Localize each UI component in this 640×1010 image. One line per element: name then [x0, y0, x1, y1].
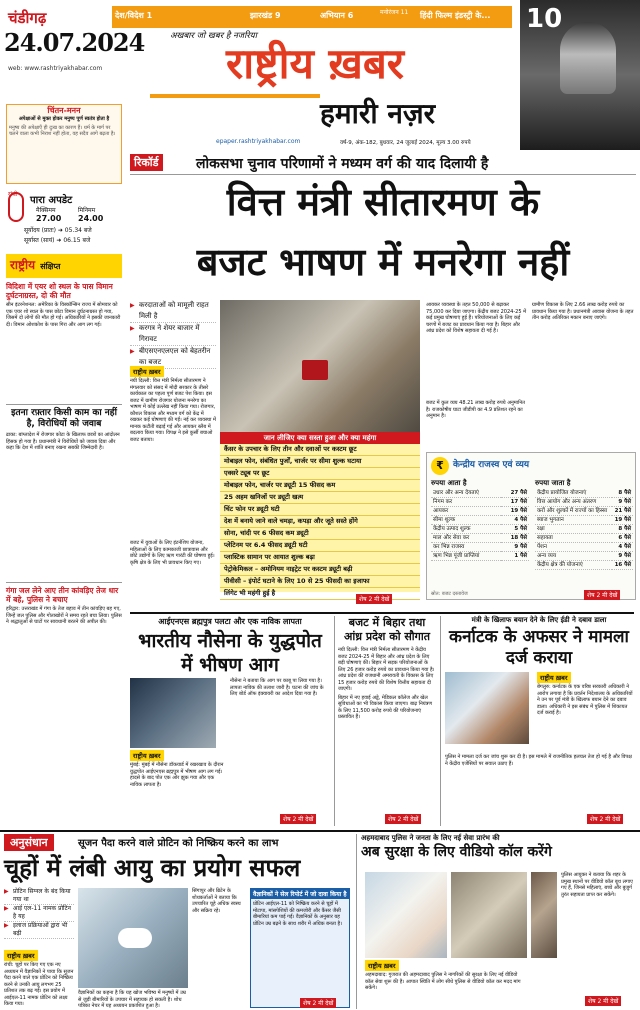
karnataka-text-2: पुलिस ने मामला दर्ज कर जांच शुरू कर दी है। इस मामले में राजनीतिक हलचल तेज हो गई है और विपक्ष ने केंद्रीय एजेंसियों पर सवाल उठाए हैं।	[445, 754, 632, 767]
price-item: लिंगेट भी महंगी हुई है	[220, 588, 420, 600]
income-value: 19 पैसे	[501, 507, 529, 516]
research-bullet-1: ▶ प्रोटिन सिग्नल के बंद किया गया था	[4, 888, 74, 905]
dateline: राष्ट्रीय ख़बर	[130, 366, 164, 377]
expense-value: 19 पैसे	[612, 516, 633, 525]
story-text: नयी दिल्ली: वित्त मंत्री निर्मला सीतारमण ने मंगलवार को संसद में मोदी सरकार के तीसरे कार्यकाल का पहला पूर्ण बजट पेश किया। इस बजट में ग्रामीण रोजगार योजना मनरेगा का भाषण में कोई उल्लेख नहीं किया गया। रोजगार, कौशल विकास और मध्यम वर्ग को केंद्र में रखकर कई घोषणाएं की गईं। नई कर व्यवस्था में मानक कटौती बढ़ाई गई और आयकर स्लैब में बदलाव किया गया। विपक्ष ने इसे कुर्सी बचाओ बजट बताया।	[130, 378, 216, 443]
kicker-line: लोकसभा चुनाव परिणामों ने मध्यम वर्ग की याद दिलायी है	[196, 156, 489, 172]
price-item: मोबाइल फोन, संबंधित पुर्जों, चार्जर पर सीमा शुल्क घटाया	[220, 456, 420, 468]
navy-photo	[130, 678, 216, 748]
portrait-icon	[560, 22, 616, 94]
research-kicker: सूजन पैदा करने वाले प्रोटिन को निष्क्रिय करने का लाभ	[78, 838, 279, 849]
expense-label: केंद्रीय क्षेत्र की योजनाएं	[535, 561, 612, 570]
research-headline: चूहों में लंबी आयु का प्रयोग सफल	[4, 854, 301, 882]
weather-title: पारा अपडेट	[30, 195, 73, 206]
brief-2[interactable]	[6, 408, 122, 578]
income-header: रुपया आता है	[431, 479, 467, 487]
income-label: उधार और अन्य देयताएं	[431, 489, 501, 498]
price-item: एक्सरे ट्यूब पर छूट	[220, 468, 420, 480]
bihar-more-link[interactable]: शेष 2 मी देखें	[385, 814, 421, 824]
bullet-2: ▶ करगत्र ने शेयर बाजार में गिरावट	[130, 323, 216, 346]
income-value: 5 पैसे	[501, 525, 529, 534]
research-bullet-3: ▶ इलाज प्रक्रियाओं द्वारा भी बढ़ी	[4, 922, 74, 939]
income-label: आयकर	[431, 507, 501, 516]
expense-row	[535, 561, 633, 570]
price-item: देश में बनाये जाने वाले चमड़ा, कपड़ा और जूते सस्ते होंगे	[220, 516, 420, 528]
city-name: चंडीगढ़	[8, 9, 47, 27]
brief-3-title: गंगा जल लेने आए तीन कांवड़िए तेज धार में बहे, पुलिस ने बचाए	[6, 586, 119, 604]
expense-value: 16 पैसे	[612, 561, 633, 570]
price-item: प्लेटिनम पर 6.4 फीसद ड्यूटी घटी	[220, 540, 420, 552]
teaser-5[interactable]: हिंदी फिल्म इंडस्ट्री के...	[420, 11, 491, 20]
film-promo-number: 10	[526, 4, 563, 34]
police-text: अहमदाबाद: गुजरात की अहमदाबाद पुलिस ने नागरिकों की सुरक्षा के लिए नई वीडियो कॉल सेवा शुरू की है। आपात स्थिति में लोग सीधे पुलिस से वीडियो कॉल कर मदद मांग सकेंगे।	[365, 972, 521, 991]
price-item: सोना, चांदी पर 6 फीसद कम ड्यूटी	[220, 528, 420, 540]
masthead-title: राष्ट्रीय ख़बर	[226, 39, 404, 88]
income-value: 1 पैसे	[501, 552, 529, 561]
price-item: प्लास्टिक सामान पर आयात शुल्क बढ़ा	[220, 552, 420, 564]
navy-dateline: राष्ट्रीय ख़बर	[130, 750, 164, 761]
karnataka-story	[440, 616, 634, 826]
expense-label: रक्षा	[535, 525, 612, 534]
brief-2-title: इतना रफ़्तार किसी काम का नहीं है, विरोधियों को जवाब	[11, 408, 117, 429]
headline-2: बजट भाषण में मनरेगा नहीं	[196, 240, 570, 284]
research-dateline: राष्ट्रीय ख़बर	[4, 950, 38, 961]
income-value: 4 पैसे	[501, 516, 529, 525]
kicker-divider	[130, 174, 636, 175]
karnataka-text: बेंगलुरु: कर्नाटक के एक वरिष्ठ सरकारी अधिकारी ने आरोप लगाया है कि प्रवर्तन निदेशालय के अधिकारियों ने उन पर पूर्व मंत्री के खिलाफ बयान देने का दबाव डाला। अधिकारी ने इस संबंध में पुलिस में शिकायत दर्ज कराई है।	[537, 684, 633, 716]
karnataka-more-link[interactable]: शेष 2 मी देखें	[587, 814, 623, 824]
police-officer-photo	[531, 872, 557, 958]
sunrise-time: सूर्योदय (प्रातः) ➜ 05.34 बजे	[24, 227, 92, 234]
income-value: 18 पैसे	[501, 534, 529, 543]
navy-kicker: आईएनएस ब्रह्मपुत्र पलटा और एक नाविक लापता	[158, 617, 302, 626]
masthead-underline	[150, 94, 320, 98]
tagline: अखबार जो खबर है नजरिया	[170, 31, 257, 41]
research-text: रांची: चूहों पर किए गए एक नए अध्ययन में वैज्ञानिकों ने पाया कि सूजन पैदा करने वाले एक प्रोटिन को निष्क्रिय करने से उनकी आयु लगभग 25 प्रतिशत तक बढ़ गई। इस प्रयोग में आईएल-11 नामक प्रोटिन को लक्ष्य किया गया।	[4, 962, 74, 1007]
weather-min: 24.00	[78, 214, 104, 223]
expense-table	[535, 489, 633, 570]
navy-more-link[interactable]: शेष 2 मी देखें	[280, 814, 316, 824]
income-label: निगम कर	[431, 498, 501, 507]
budget-right-text-3: बजट में कुल व्यय 48.21 लाख करोड़ रुपये अनुमानित है। राजकोषीय घाटा जीडीपी का 4.9 प्रतिशत रहने का अनुमान है।	[426, 400, 526, 419]
price-item: कैंसर के उपचार के लिए तीन और दवाओं पर कस्टम छूट	[220, 444, 420, 456]
web-address: web: www.rashtriyakhabar.com	[8, 65, 103, 72]
highlight-box-text: प्रोटिन आईएल-11 को निष्क्रिय करने से चूहों में मोटापा, मांसपेशियों की कमजोरी और कैंसर जैसी बीमारियां कम पाई गईं। वैज्ञानिकों के अनुसार यह प्रोटिन उम्र बढ़ने के साथ शरीर में अधिक बनता है।	[253, 901, 343, 927]
bihar-headline: बजट में बिहार तथा आंध्र प्रदेश को सौगात	[344, 616, 430, 643]
price-item: मोबाइल फोन, चार्जर पर ड्यूटी 15 फीसद कम	[220, 480, 420, 492]
research-bullet-2: ▶ आई एल-11 नामक प्रोटिन है यह	[4, 905, 74, 922]
income-value: 9 पैसे	[501, 543, 529, 552]
income-row	[431, 534, 529, 543]
teaser-3[interactable]: अभियान 6	[320, 11, 354, 20]
price-item: पीवीसी – इंपोर्ट घटाने के लिए 10 से 25 फीसदी का इजाफा	[220, 576, 420, 588]
navy-text: मुंबई: मुंबई में नौसेना डॉकयार्ड में रखरखाव के दौरान युद्धपोत आईएनएस ब्रह्मपुत्र में भीषण आग लग गई। हादसे के बाद पोत एक ओर झुक गया और एक नाविक लापता है।	[130, 762, 224, 788]
research-story	[0, 834, 352, 1009]
bullet-1: ▶ करदाताओं को मामूली राहत मिली है	[130, 300, 216, 323]
research-text-3: सिंगापुर और ब्रिटेन के शोधकर्ताओं ने बताया कि उपचारित चूहे अधिक स्वस्थ और सक्रिय रहे।	[192, 888, 241, 914]
mouse-icon	[118, 928, 152, 948]
film-promo[interactable]	[520, 0, 640, 150]
police-dateline: राष्ट्रीय ख़बर	[365, 960, 399, 971]
karnataka-photo	[445, 672, 529, 744]
expense-header: रुपया जाता है	[535, 479, 571, 487]
expense-value: 4 पैसे	[612, 543, 633, 552]
budget-photo	[220, 300, 420, 432]
expense-row	[535, 498, 633, 507]
bullet-3: ▶ बीएसएनएलएल को बेहतरीन का बजट	[130, 346, 216, 369]
income-label: केंद्रीय उत्पाद शुल्क	[431, 525, 501, 534]
income-row	[431, 516, 529, 525]
income-row	[431, 507, 529, 516]
income-table	[431, 489, 529, 561]
income-row	[431, 525, 529, 534]
chintan-text: मनुष्य की अपेक्षाएँ ही दुःख का कारण हैं। धर्म के मार्ग पर चलने वाला कभी निराश नहीं होता, वह सदैव आगे बढ़ता है।	[9, 124, 116, 137]
police-story	[356, 834, 636, 1009]
income-row	[431, 498, 529, 507]
row-divider	[130, 612, 634, 614]
expense-value: 9 पैसे	[612, 498, 633, 507]
highlight-box-title: वैज्ञानिकों ने सेल रिपोर्ट में जो दावा किया है	[251, 889, 349, 899]
price-list	[220, 444, 420, 597]
top-bullets	[130, 300, 216, 366]
story-text-2: बजट में युवाओं के लिए इंटर्नशिप योजना, महिलाओं के लिए कामकाजी छात्रावास और छोटे उद्योगों के लिए ऋण गारंटी की घोषणा हुई। कृषि क्षेत्र के लिए भी प्रावधान किए गए।	[130, 540, 215, 566]
karnataka-dateline: राष्ट्रीय ख़बर	[537, 672, 571, 683]
police-text-2: पुलिस आयुक्त ने बताया कि शहर के प्रमुख स्थानों पर वीडियो कॉल बूथ लगाए गए हैं, जिनसे महिलाएं, बच्चे और बुजुर्ग तुरंत सहायता प्राप्त कर सकेंगे।	[561, 872, 633, 898]
expense-row	[535, 525, 633, 534]
brief-divider-2	[6, 582, 122, 583]
headline-1: वित्त मंत्री सीतारमण के	[226, 180, 540, 224]
teaser-2[interactable]: झारखंड 9	[250, 11, 281, 20]
expense-value: 9 पैसे	[612, 552, 633, 561]
weather-label-max: मैक्सिमम	[36, 207, 56, 214]
infographic-source: स्रोत: बजट दस्तावेज	[431, 591, 468, 597]
brief-2-text: ढाका: बांग्लादेश में रोजगार कोटा के खिलाफ छात्रों का आंदोलन हिंसक हो गया है। प्रधानमंत्री ने विरोधियों को जवाब दिया और कहा कि देश में शांति बनाए रखना सबकी जिम्मेदारी है।	[6, 432, 120, 451]
brief-divider	[6, 404, 122, 405]
expense-label: केंद्रीय प्रायोजित योजनाएं	[535, 489, 612, 498]
income-row	[431, 543, 529, 552]
expense-row	[535, 552, 633, 561]
expense-label: वित्त आयोग और अन्य अंतरण	[535, 498, 612, 507]
price-box-title: जान लीजिए क्या सस्ता हुआ और क्या महंगा	[220, 432, 420, 444]
kicker-tag: रिकॉर्ड	[130, 154, 163, 171]
top-story-more-link[interactable]: शेष 2 मी देखें	[356, 594, 392, 604]
brief-1[interactable]	[6, 282, 122, 402]
weather-box	[6, 190, 122, 248]
expense-label: ब्याज भुगतान	[535, 516, 612, 525]
police-kicker: अहमदाबाद पुलिस ने जनता के लिए नई सेवा प्रारंभ की	[361, 834, 500, 842]
expense-value: 8 पैसे	[612, 525, 633, 534]
expense-row	[535, 507, 633, 516]
infographic-title: केन्द्रीय राजस्व एवं व्यय	[453, 460, 530, 470]
expense-row	[535, 489, 633, 498]
weather-label-min: मिनिमम	[78, 207, 96, 214]
expense-value: 6 पैसे	[612, 534, 633, 543]
section-header	[6, 254, 122, 278]
epaper-url[interactable]: epaper.rashtriyakhabar.com	[216, 138, 301, 145]
chintan-box	[6, 104, 122, 184]
expense-row	[535, 534, 633, 543]
revenue-infographic	[426, 452, 636, 600]
brief-3[interactable]	[6, 586, 122, 754]
income-label: ऋण भिन्न पूंजी प्राप्तियां	[431, 552, 501, 561]
karnataka-headline: कर्नाटक के अफसर ने मामला दर्ज कराया	[449, 627, 629, 668]
sunset-time: सूर्यास्त (सायं) ➜ 06.15 बजे	[24, 237, 91, 244]
police-headline: अब सुरक्षा के लिए वीडियो कॉल करेंगे	[361, 844, 552, 860]
budget-right-text: आयकर व्यवस्था के तहत 50,000 से बढ़ाकर 75,000 कर दिया जाएगा। केंद्रीय बजट 2024-25 में कई प्रमुख घोषणाएं हुई हैं। परियोजनाओं के लिए कई चरणों में बजट का प्रावधान किया गया है। बिहार और आंध्र प्रदेश को विशेष सहायता दी गई है।	[426, 302, 527, 334]
briefcase-icon	[302, 360, 328, 380]
bihar-story	[334, 616, 436, 826]
budget-right-more-link[interactable]: शेष 2 मी देखें	[584, 590, 620, 600]
navy-text-2: नौसेना ने बताया कि आग पर काबू पा लिया गया है। लापता नाविक की तलाश जारी है। घटना की जांच के लिए बोर्ड ऑफ इंक्वायरी का आदेश दिया गया है।	[230, 678, 324, 697]
expense-label: सहायता	[535, 534, 612, 543]
karnataka-kicker: मंत्री के खिलाफ बयान देने के लिए ईडी ने दबाव डाला	[471, 616, 607, 624]
price-item: 25 अहम खनिजों पर ड्यूटी खत्म	[220, 492, 420, 504]
research-more-link[interactable]: शेष 2 मी देखें	[300, 998, 336, 1008]
teaser-4[interactable]: मनोरंजन 11	[380, 9, 409, 16]
income-label: माल और सेवा कर	[431, 534, 501, 543]
row-divider-2	[0, 830, 640, 832]
police-booth-photo	[451, 872, 527, 958]
police-more-link[interactable]: शेष 2 मी देखें	[585, 996, 621, 1006]
income-label: सीमा शुल्क	[431, 516, 501, 525]
left-column	[0, 96, 128, 696]
section-title: राष्ट्रीय	[10, 258, 36, 272]
expense-value: 8 पैसे	[612, 489, 633, 498]
issue-date: 24.07.2024	[4, 28, 145, 57]
imprint-line: वर्ष-9, अंक-182, बुधवार, 24 जुलाई 2024, मूल्य 3.00 रुपये	[340, 140, 471, 146]
rupee-icon: ₹	[431, 457, 449, 475]
income-label: कर भिन्न राजस्व	[431, 543, 501, 552]
expense-label: करों और शुल्कों में राज्यों का हिस्सा	[535, 507, 612, 516]
masthead-subtitle: हमारी नज़र	[320, 97, 436, 130]
weather-max: 27.00	[36, 214, 62, 223]
income-row	[431, 552, 529, 561]
research-highlight-box	[250, 888, 350, 1008]
research-bullets	[4, 888, 74, 939]
top-story	[130, 152, 640, 608]
lab-mouse-photo	[78, 888, 188, 988]
income-value: 17 पैसे	[501, 498, 529, 507]
weather-city: रांची	[8, 191, 18, 198]
teaser-1[interactable]: देश/विदेश 1	[115, 11, 153, 20]
expense-row	[535, 516, 633, 525]
budget-right-text-2: ग्रामीण विकास के लिए 2.66 लाख करोड़ रुपये का प्रावधान किया गया है। प्रधानमंत्री आवास योजना के तहत तीन करोड़ अतिरिक्त मकान बनाए जाएंगे।	[532, 302, 634, 321]
brief-1-text: सीन इंटरनेशनल: अमेरिका के विस्कॉन्सिन राज्य में सोमवार को एक एयर शो स्थल के पास छोटा विमान दुर्घटनाग्रस्त हो गया, जिसमें दो लोगों की मौत हो गई। अधिकारियों ने इसकी जानकारी दी। विमान ओशकोश के पास गिरा और आग लग गई।	[6, 302, 121, 328]
section-subtitle: संक्षिप्त	[40, 262, 61, 271]
income-row	[431, 489, 529, 498]
chintan-quote: अपेक्षाओं से मुक्त होकर मनुष्य पूर्ण स्वतंत्र होता है	[18, 116, 110, 122]
price-item: पेट्रोकेमिकल – अमोनियम नाइट्रेट पर कस्टम ड्यूटी बढ़ी	[220, 564, 420, 576]
brief-3-text: हरिद्वार: उत्तराखंड में गंगा के तेज बहाव में तीन कांवड़िए बह गए, जिन्हें जल पुलिस और गोताखोरों ने समय रहते बचा लिया। पुलिस ने श्रद्धालुओं से घाटों पर सावधानी बरतने की अपील की।	[6, 606, 122, 625]
navy-story	[130, 616, 330, 826]
video-call-photo	[365, 872, 447, 958]
research-tag: अनुसंधान	[4, 834, 54, 851]
chintan-title: चिंतन-मनन	[47, 106, 81, 115]
expense-value: 21 पैसे	[612, 507, 633, 516]
expense-label: पेंशन	[535, 543, 612, 552]
bihar-text-2: बिहार में नए हवाई अड्डे, मेडिकल कॉलेज और खेल सुविधाओं का भी विकास किया जाएगा। बाढ़ नियंत्रण के लिए 11,500 करोड़ रुपये की परियोजनाएं प्रस्तावित हैं।	[338, 694, 433, 720]
income-value: 27 पैसे	[501, 489, 529, 498]
expense-label: अन्य व्यय	[535, 552, 612, 561]
expense-row	[535, 543, 633, 552]
research-text-2: वैज्ञानिकों का कहना है कि यह खोज भविष्य में मनुष्यों में उम्र से जुड़ी बीमारियों के उपचार में सहायक हो सकती है। शोध पत्रिका नेचर में यह अध्ययन प्रकाशित हुआ है।	[78, 990, 186, 1009]
brief-1-title: विदिशा में एयर शो स्थल के पास विमान दुर्घटनाग्रस्त, दो की मौत	[6, 282, 113, 300]
navy-headline: भारतीय नौसेना के युद्धपोत में भीषण आग	[138, 630, 322, 676]
bihar-text: नयी दिल्ली: वित्त मंत्री निर्मला सीतारमण ने केंद्रीय बजट 2024-25 में बिहार और आंध्र प्रदेश के लिए बड़ी घोषणाएं कीं। बिहार में सड़क परियोजनाओं के लिए 26 हजार करोड़ रुपये का प्रावधान किया गया है। आंध्र प्रदेश की राजधानी अमरावती के विकास के लिए 15 हजार करोड़ रुपये की विशेष वित्तीय सहायता दी जाएगी।	[338, 647, 435, 692]
price-item: चिंट फोन पर ड्यूटी घटी	[220, 504, 420, 516]
